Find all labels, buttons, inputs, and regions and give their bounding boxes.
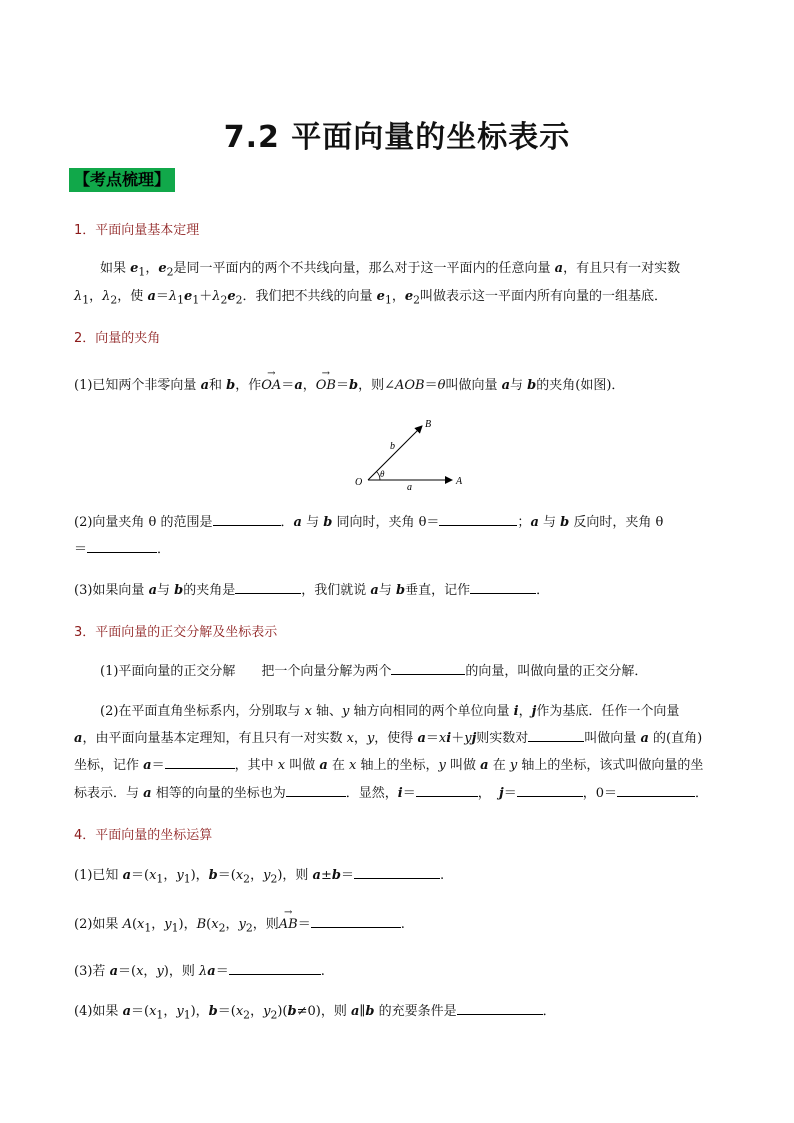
coord-line-2: a，由平面向量基本定理知，有且只有一对实数 x，y，使得 a＝xi＋yj则实数对 叫做向量 a 的(直角): [74, 731, 703, 746]
angle-range-line: (2)向量夹角 θ 的范围是 ．a 与 b 同向时，夹角 θ＝ ；a 与 b 反向时，夹角 θ: [74, 515, 664, 530]
operation-line-3: (3)若 a＝(x，y)，则 λa＝ .: [74, 964, 325, 979]
blank-zero[interactable]: [617, 784, 695, 797]
theorem-line-2: $\lambda_1$，$\lambda_2$，使 $a=\lambda_1e_1+\lambda_2e_2$．我们把不共线的向量 $e_1$，$e_2$叫做表示这一平面内所有向量的一组基底．: [74, 289, 668, 307]
blank-coord-notation[interactable]: [165, 756, 235, 769]
blank-opposite-direction[interactable]: [87, 540, 157, 553]
section-badge: 【考点梳理】: [69, 168, 175, 192]
angle-range-line-2: ＝ ．: [74, 542, 171, 557]
heading-coordinate-operations: 4．平面向量的坐标运算: [74, 828, 213, 843]
blank-perp-notation[interactable]: [470, 581, 536, 594]
blank-orthogonal[interactable]: [391, 662, 465, 675]
heading-vector-angle: 2．向量的夹角: [74, 331, 161, 346]
label-a: a: [407, 482, 412, 493]
blank-sum[interactable]: [354, 866, 440, 879]
label-O: O: [355, 477, 363, 488]
vector-b-arrow: [368, 426, 422, 480]
label-A: A: [456, 476, 463, 487]
perpendicular-line: (3)如果向量 a与 b的夹角是 ，我们就说 a与 b垂直，记作 ．: [74, 583, 550, 598]
blank-equal-vector[interactable]: [286, 784, 346, 797]
heading-basic-theorem: 1．平面向量基本定理: [74, 223, 200, 238]
blank-same-direction[interactable]: [439, 513, 517, 526]
label-B: B: [425, 419, 432, 430]
orthogonal-line: (1)平面向量的正交分解 把一个向量分解为两个 的向量，叫做向量的正交分解．: [100, 664, 648, 679]
operation-line-1: (1)已知 $a=(x_1$，$y_1$)，$b=(x_2$，$y_2$)，则 a±b＝ .: [74, 868, 445, 886]
page-title: 7.2 平面向量的坐标表示: [223, 120, 571, 155]
angle-diagram: [354, 415, 474, 495]
heading-orthogonal-decomposition: 3．平面向量的正交分解及坐标表示: [74, 625, 278, 640]
blank-real-pair[interactable]: [528, 729, 584, 742]
coord-line-3: 坐标，记作 a＝ ，其中 x 叫做 a 在 x 轴上的坐标，y 叫做 a 在 y 轴上的坐标，该式叫做向量的坐: [74, 758, 704, 773]
operation-line-4: (4)如果 $a=(x_1$，$y_1$)，$b=(x_2$，$y_2)(b\ne 0)$，则 a∥b 的充要条件是 ．: [74, 1004, 556, 1022]
blank-j[interactable]: [517, 784, 583, 797]
coord-line-4: 标表示．与 a 相等的向量的坐标也为 ．显然，i＝ ， j＝ ，0＝ ．: [74, 786, 709, 801]
label-theta: θ: [380, 469, 385, 479]
blank-AB[interactable]: [311, 915, 401, 928]
blank-perp-angle[interactable]: [235, 581, 301, 594]
blank-scalar[interactable]: [229, 962, 321, 975]
angle-definition-line: (1)已知两个非零向量 a和 b，作→ OA＝a，→ OB＝b，则∠AOB＝θ叫做向量 a与 b的夹角(如图)．: [74, 374, 624, 393]
blank-parallel[interactable]: [457, 1002, 543, 1015]
operation-line-2: (2)如果 $A(x_1$，$y_1$)，$B(x_2$，$y_2$，则→ AB＝ .: [74, 913, 405, 935]
coord-line-1: (2)在平面直角坐标系内，分别取与 x 轴、y 轴方向相同的两个单位向量 i，j作为基底．任作一个向量: [100, 704, 680, 719]
theorem-line-1: 如果 $e_1$，$e_2$是同一平面内的两个不共线向量，那么对于这一平面内的任意向量 a，有且只有一对实数: [100, 261, 681, 279]
blank-i[interactable]: [416, 784, 478, 797]
blank-angle-range[interactable]: [213, 513, 281, 526]
label-b: b: [390, 441, 395, 452]
